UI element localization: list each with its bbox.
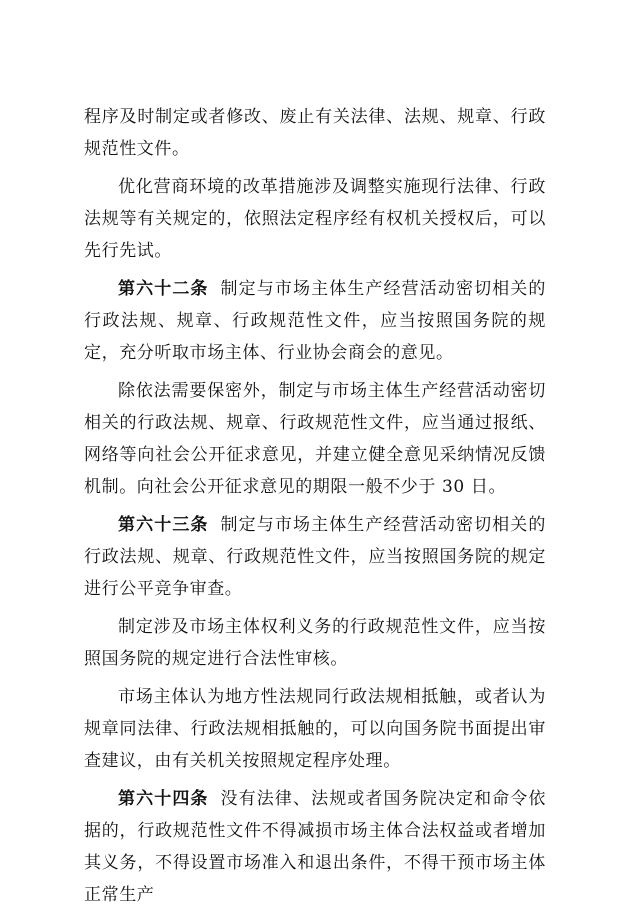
article-62	[84, 273, 546, 369]
paragraph	[84, 681, 546, 777]
paragraph	[84, 611, 546, 675]
paragraph-continuation	[84, 101, 546, 165]
article-64	[84, 783, 546, 911]
paragraph-text: 制定涉及市场主体权利义务的行政规范性文件，应当按照国务院的规定进行合法性审核。	[84, 617, 546, 669]
document-body	[84, 101, 546, 911]
paragraph-text: 制定与市场主体生产经营活动密切相关的行政法规、规章、行政规范性文件，应当按照国务院的规定，充分听取市场主体、行业协会商会的意见。	[84, 279, 546, 363]
paragraph-text: 程序及时制定或者修改、废止有关法律、法规、规章、行政规范性文件。	[84, 107, 546, 159]
paragraph-text: 没有法律、法规或者国务院决定和命令依据的，行政规范性文件不得减损市场主体合法权益或者增加其义务，不得设置市场准入和退出条件，不得干预市场主体正常生产	[84, 789, 546, 905]
article-number: 第六十三条	[118, 515, 209, 535]
paragraph-text: 优化营商环境的改革措施涉及调整实施现行法律、行政法规等有关规定的，依照法定程序经有权机关授权后，可以先行先试。	[84, 177, 546, 261]
paragraph-text: 制定与市场主体生产经营活动密切相关的行政法规、规章、行政规范性文件，应当按照国务院的规定进行公平竞争审查。	[84, 515, 546, 599]
article-number: 第六十二条	[118, 279, 209, 299]
article-number: 第六十四条	[118, 789, 209, 809]
paragraph	[84, 171, 546, 267]
paragraph	[84, 375, 546, 503]
paragraph-text: 市场主体认为地方性法规同行政法规相抵触，或者认为规章同法律、行政法规相抵触的，可以向国务院书面提出审查建议，由有关机关按照规定程序处理。	[84, 687, 546, 771]
paragraph-text: 除依法需要保密外，制定与市场主体生产经营活动密切相关的行政法规、规章、行政规范性文件，应当通过报纸、网络等向社会公开征求意见，并建立健全意见采纳情况反馈机制。向社会公开征求意见的期限一般不少于 30 日。	[84, 381, 546, 497]
article-63	[84, 509, 546, 605]
